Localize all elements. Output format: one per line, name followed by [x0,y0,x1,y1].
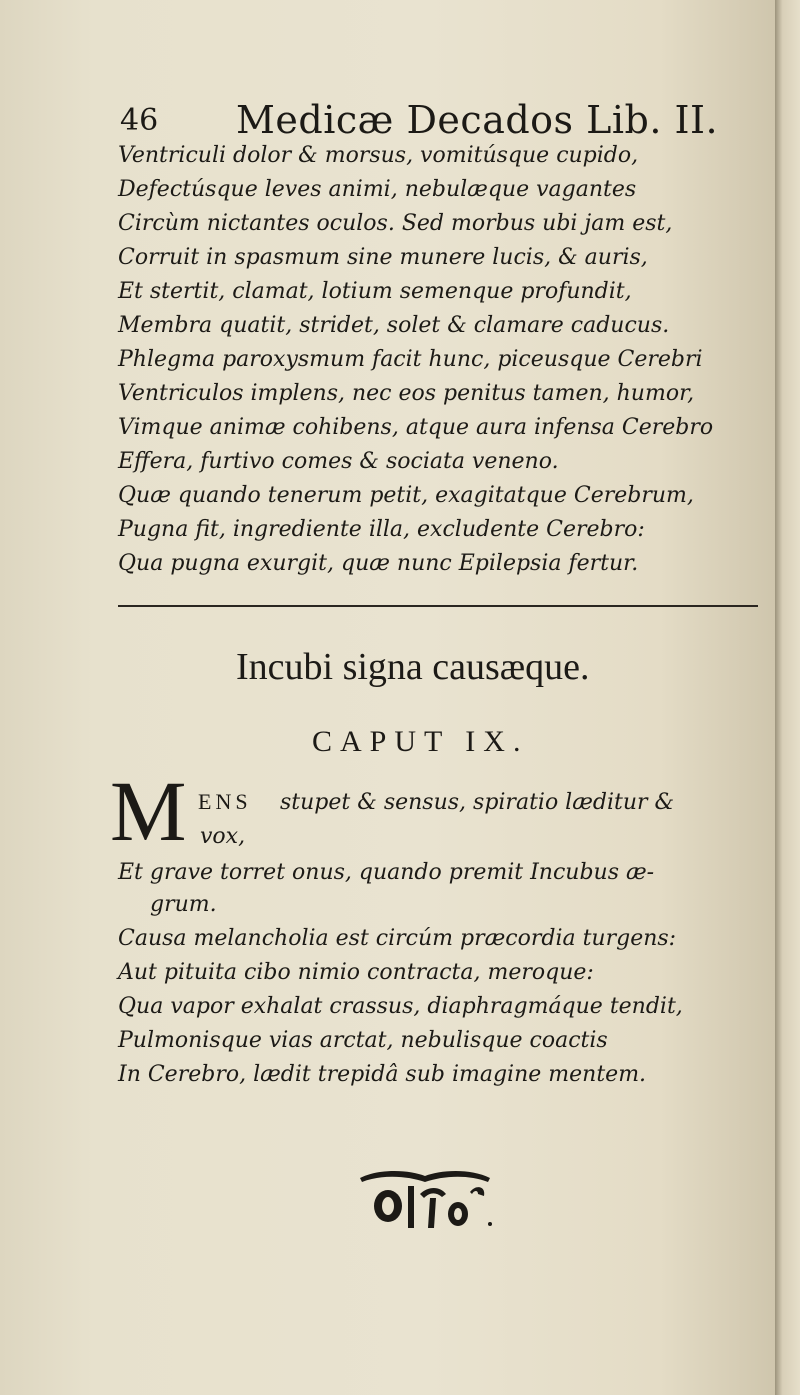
verse-line: Causa melancholia est circúm præcordia turgens: [118,926,677,951]
verse-line: Effera, furtivo comes & sociata veneno. [118,449,559,474]
verse-line: Et stertit, clamat, lotium semenque profundit, [118,279,632,304]
verse-line: Pulmonisque vias arctat, nebulisque coactis [118,1028,608,1053]
verse-line: Pugna fit, ingrediente illa, excludente Cerebro: [118,517,645,542]
drop-cap: M [110,763,187,859]
verse-line: Et grave torret onus, quando premit Incubus æ- [118,860,655,885]
section-title: Incubi signa causæque. [236,646,590,688]
verse-line: vox, [200,824,246,849]
verse-line: stupet & sensus, spiratio læditur & [280,790,675,815]
verse-line: Ventriculi dolor & morsus, vomitúsque cupido, [118,143,639,168]
verse-line: Ventriculos implens, nec eos penitus tamen, humor, [118,381,695,406]
verse-line: Qua pugna exurgit, quæ nunc Epilepsia fertur. [118,551,639,576]
verse-line: grum. [150,892,217,917]
fleuron-ornament-icon [350,1164,500,1234]
page-gutter [775,0,800,1395]
verse-line: Corruit in spasmum sine munere lucis, & auris, [118,245,648,270]
verse-line: In Cerebro, lædit trepidâ sub imagine mentem. [118,1062,647,1087]
horizontal-rule [118,605,758,607]
verse-line: Qua vapor exhalat crassus, diaphragmáque tendit, [118,994,683,1019]
verse-line: Defectúsque leves animi, nebulæque vagantes [118,177,637,202]
verse-line: Circùm nictantes oculos. Sed morbus ubi jam est, [118,211,673,236]
verse-line: Membra quatit, stridet, solet & clamare caducus. [118,313,670,338]
verse-line: Phlegma paroxysmum facit hunc, piceusque Cerebri [118,347,703,372]
chapter-heading: CAPUT IX. [312,725,529,758]
opening-word: ENS [198,789,252,814]
verse-line: Quæ quando tenerum petit, exagitatque Cerebrum, [118,483,694,508]
verse-line: Aut pituita cibo nimio contracta, meroque: [118,960,594,985]
verse-line: Vimque animæ cohibens, atque aura infensa Cerebro [118,415,714,440]
page-number: 46 [120,103,159,138]
running-title: Medicæ Decados Lib. II. [236,98,719,142]
